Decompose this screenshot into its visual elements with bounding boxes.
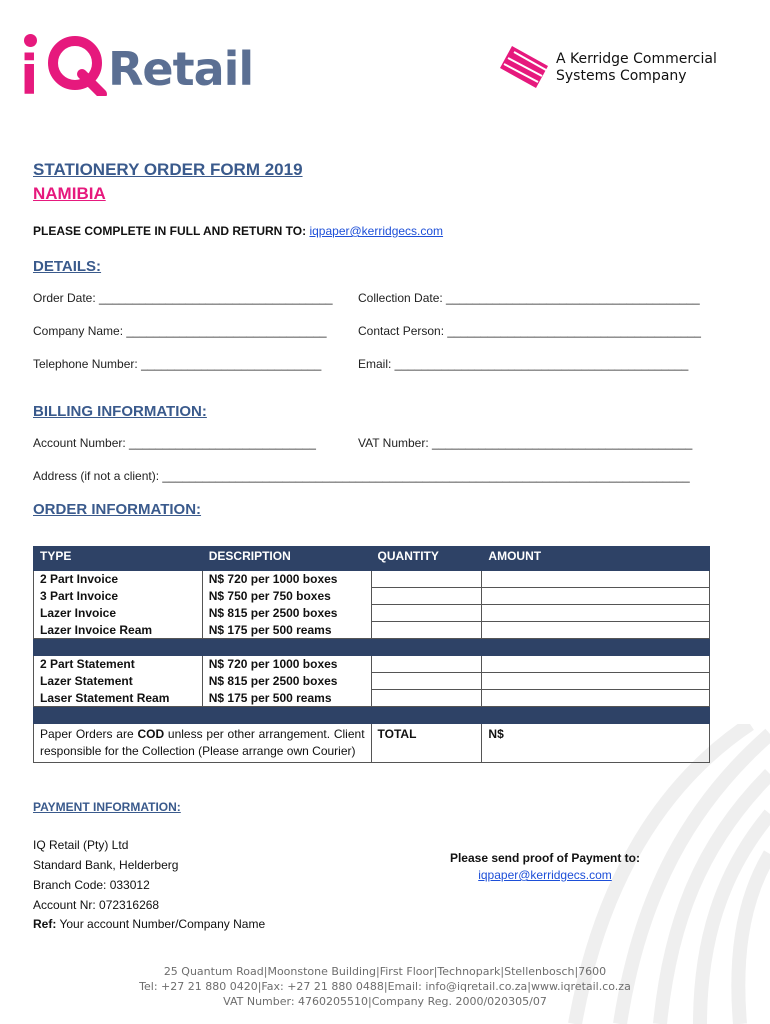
logo-i-letter: i (20, 44, 37, 107)
amount-cell[interactable] (482, 605, 710, 622)
amount-cell[interactable] (482, 588, 710, 605)
logo-brand-text: Retail (108, 42, 254, 96)
cod-note-post: unless per other arrangement. Client responsible for the Collection (Please arrange own Courier) (40, 727, 365, 758)
quantity-cell[interactable] (371, 588, 482, 605)
kerridge-tagline (556, 51, 717, 85)
footer-registration: VAT Number: 4760205510|Company Reg. 2000/020305/07 (223, 995, 547, 1008)
amount-cell[interactable] (482, 690, 710, 707)
proof-of-payment-email-link[interactable]: iqpaper@kerridgecs.com (478, 868, 612, 882)
payment-bank: Standard Bank, Helderberg (33, 858, 179, 872)
quantity-cell[interactable] (371, 690, 482, 707)
quantity-cell[interactable] (371, 656, 482, 673)
item-type: 2 Part Statement (34, 656, 203, 673)
amount-cell[interactable] (482, 673, 710, 690)
kerridge-line1: A Kerridge Commercial (556, 51, 717, 67)
table-row (34, 588, 710, 605)
total-label: TOTAL (371, 724, 482, 763)
return-email-link[interactable]: iqpaper@kerridgecs.com (309, 224, 444, 238)
payment-account: Account Nr: 072316268 (33, 898, 160, 912)
col-type: TYPE (34, 547, 203, 571)
vat-number-field[interactable]: VAT Number: _______________________________________ (358, 436, 693, 450)
account-number-field[interactable]: Account Number: ____________________________ (33, 436, 316, 450)
item-description: N$ 750 per 750 boxes (202, 588, 371, 605)
proof-of-payment-label: Please send proof of Payment to: (449, 851, 641, 865)
iq-retail-logo (16, 28, 254, 107)
item-description: N$ 175 per 500 reams (202, 690, 371, 707)
payment-branch: Branch Code: 033012 (33, 878, 150, 892)
billing-heading: BILLING INFORMATION: (33, 403, 207, 420)
item-type: 2 Part Invoice (34, 571, 203, 588)
quantity-cell[interactable] (371, 571, 482, 588)
item-description: N$ 815 per 2500 boxes (202, 605, 371, 622)
quantity-cell[interactable] (371, 673, 482, 690)
order-heading: ORDER INFORMATION: (33, 501, 202, 518)
order-table (33, 546, 710, 763)
payment-reference (33, 917, 265, 931)
item-type: 3 Part Invoice (34, 588, 203, 605)
table-row (34, 673, 710, 690)
form-title: STATIONERY ORDER FORM 2019 (33, 160, 303, 179)
item-type: Lazer Invoice Ream (34, 622, 203, 639)
email-field[interactable]: Email: ____________________________________________ (358, 357, 689, 371)
footer-address: 25 Quantum Road|Moonstone Building|First Floor|Technopark|Stellenbosch|7600 (163, 965, 607, 978)
table-row (34, 656, 710, 673)
quantity-cell[interactable] (371, 605, 482, 622)
table-separator (34, 707, 710, 724)
amount-cell[interactable] (482, 571, 710, 588)
telephone-field[interactable]: Telephone Number: ___________________________ (33, 357, 322, 371)
order-date-field[interactable]: Order Date: ___________________________________ (33, 291, 333, 305)
details-heading: DETAILS: (33, 258, 102, 275)
table-row (34, 605, 710, 622)
payment-heading: PAYMENT INFORMATION: (33, 800, 181, 814)
item-description: N$ 815 per 2500 boxes (202, 673, 371, 690)
table-separator (34, 639, 710, 656)
table-row (34, 571, 710, 588)
item-description: N$ 175 per 500 reams (202, 622, 371, 639)
kerridge-logo (500, 46, 750, 90)
ref-value: Your account Number/Company Name (56, 917, 266, 931)
item-type: Lazer Statement (34, 673, 203, 690)
col-amount: AMOUNT (482, 547, 710, 571)
return-label: PLEASE COMPLETE IN FULL AND RETURN TO: (33, 224, 307, 238)
quantity-cell[interactable] (371, 622, 482, 639)
total-value[interactable]: N$ (482, 724, 710, 763)
logo-q-mark (46, 34, 108, 96)
order-table-header (34, 547, 710, 571)
total-row (34, 724, 710, 763)
payment-company: IQ Retail (Pty) Ltd (33, 838, 129, 852)
item-type: Laser Statement Ream (34, 690, 203, 707)
amount-cell[interactable] (482, 656, 710, 673)
return-instruction (33, 224, 443, 238)
kerridge-line2: Systems Company (556, 68, 687, 84)
address-field[interactable]: Address (if not a client): _______________________________________________________________________________ (33, 469, 690, 483)
contact-person-field[interactable]: Contact Person: ______________________________________ (358, 324, 701, 338)
item-type: Lazer Invoice (34, 605, 203, 622)
table-row (34, 622, 710, 639)
form-country: NAMIBIA (33, 184, 106, 203)
ref-label: Ref: (33, 917, 57, 931)
item-description: N$ 720 per 1000 boxes (202, 656, 371, 673)
collection-date-field[interactable]: Collection Date: ______________________________________ (358, 291, 700, 305)
amount-cell[interactable] (482, 622, 710, 639)
kerridge-mark-icon (500, 46, 548, 88)
cod-note-pre: Paper Orders are (40, 727, 138, 741)
col-quantity: QUANTITY (371, 547, 482, 571)
footer-contact: Tel: +27 21 880 0420|Fax: +27 21 880 0488|Email: info@iqretail.co.za|www.iqretail.co.za (139, 980, 631, 993)
table-row (34, 690, 710, 707)
cod-note-bold: COD (137, 727, 165, 741)
cod-note (34, 724, 372, 763)
col-description: DESCRIPTION (202, 547, 371, 571)
item-description: N$ 720 per 1000 boxes (202, 571, 371, 588)
company-name-field[interactable]: Company Name: ______________________________ (33, 324, 327, 338)
